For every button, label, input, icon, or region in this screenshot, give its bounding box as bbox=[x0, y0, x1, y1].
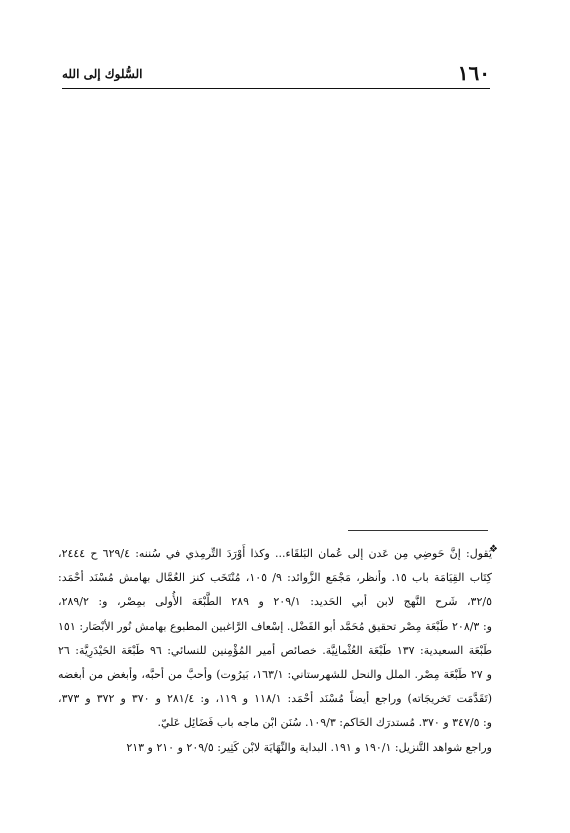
footnote-line: و: ٢٠٨/٣ طَبْعَة مِصْر تحقيق مُحَمَّد أبو الفَضْل. إسْعاف الرَّاغبين المطبوع بهامش نُور الأبْصَار: ١٥١ bbox=[58, 619, 492, 633]
page-header bbox=[62, 62, 490, 84]
footnote-line: و: ٣٤٧/٥ و ٣٧٠. مُستدرَك الحَاكم: ١٠٩/٣. سُنَن ابْن ماجه باب فَضَائِل عَليّ. bbox=[157, 716, 492, 730]
footnote-marker-icon: ❖ bbox=[489, 544, 498, 555]
footnote-line: يَقول: إنَّ حَوضِي مِن عَدن إلى عُمان البَلقَاء... وكذا أَوْرَدَ التِّرمِذي في سُننه: ٦٢٩/٤ ح ٢٤٤٤، bbox=[58, 547, 492, 560]
page-number: ١٦٠ bbox=[457, 61, 490, 85]
running-title: السُّلوك إلى الله bbox=[62, 67, 143, 81]
footnote-separator bbox=[348, 530, 488, 531]
header-rule bbox=[62, 88, 490, 89]
footnote bbox=[58, 542, 498, 760]
footnote-line: (تَقَدَّمَت تَخريجَاته) وراجع أيضاً مُسْنَد أحْمَد: ١١٨/١ و ١١٩، و: ٢٨١/٤ و ٣٧٠ و ٣٧٢ و ٣٧٣، bbox=[58, 692, 492, 706]
footnote-line: وراجع شواهد التَّنزيل: ١٩٠/١ و ١٩١. البداية والنِّهَايَة لابْن كَثِير: ٢٠٩/٥ و ٢١٠ و ٢١٣ bbox=[126, 740, 492, 754]
footnote-line: طَبْعَة السعيدية: ١٣٧ طَبْعَة العُثْمانِيَّة. خصائص أمير المُؤْمِنين للنسائي: ٩٦ طَبْعَة الحَيْدَرِيَّة: ٢٦ bbox=[58, 643, 492, 657]
footnote-line: ٣٢/٥، شَرح النَّهج لابن أبي الحَديد: ٢٠٩/١ و ٢٨٩ الطَّبْعَة الأُولى بمِصْر، و: ٢٨٩/٢، bbox=[58, 595, 492, 609]
footnote-line: و ٢٧ طَبْعَة مِصْر. الملل والنحل للشهرستاني: ١٦٣/١، بَيرُوت) وأحبَّ من أحبَّه، وأبغض من أبغضه bbox=[58, 667, 492, 681]
footnote-line: كِتَاب القِيَامَة باب ١٥. وأنظر، مَجْمَع الزَّوائد: ٩/ ١٠٥، مُنْتَخَب كنز العُمَّال بهامش مُسْنَد أحْمَد: bbox=[58, 571, 492, 585]
